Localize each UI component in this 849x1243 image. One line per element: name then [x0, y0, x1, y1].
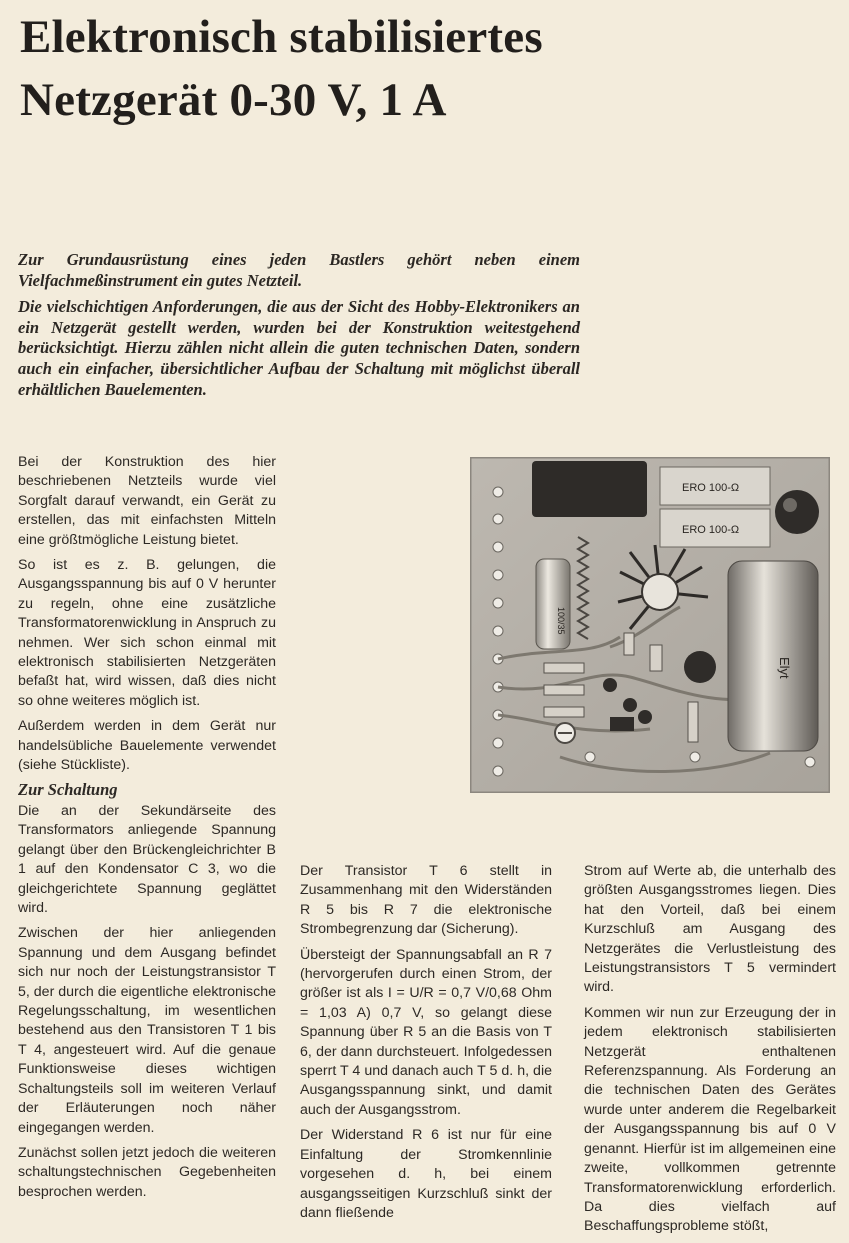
- body-column-1: [18, 453, 276, 782]
- body-paragraph: So ist es z. B. gelungen, die Ausgangsspannung bis auf 0 V herunter zu regeln, ohne eine zusätzliche Transformatorenwicklung in Anspruch zu nehmen. Wer sich schon einmal mit elektronisch stabilisierten Netzgeräten befaßt hat, wird wissen, daß dies nicht so ohne weiteres möglich ist.: [18, 557, 276, 709]
- cap-label-large: Elyt: [777, 657, 792, 679]
- body-paragraph: Zwischen der hier anliegenden Spannung und dem Ausgang befindet sich nur noch der Leistungstransistor T 5, der durch die eigentliche elektronische Regelungsschaltung, im wesentlichen bestehend aus den Transistoren T 1 bis T 4, angesteuert wird. Auf die genaue Funktionsweise dieses wichtigen Schaltungsteils soll im weiteren Verlauf der Erläuterungen noch näher eingegangen werden.: [18, 925, 276, 1136]
- resistor-label-1: ERO 100-Ω: [682, 482, 740, 494]
- intro-lead: [18, 250, 580, 406]
- cap-label-small: 100/35: [556, 607, 566, 635]
- rectifier-block: [532, 461, 647, 517]
- title-line-2: Netzgerät 0-30 V, 1 A: [20, 74, 447, 126]
- power-transistor: [642, 574, 678, 610]
- body-column-3: [584, 862, 836, 1243]
- potentiometer-knob: [775, 490, 819, 534]
- body-paragraph: Kommen wir nun zur Erzeugung der in jedem elektronisch stabilisierten Netzgerät enthaltenen Referenzspannung. Als Forderung an die technischen Daten des Gerätes wurde unter anderem die Regelbarkeit der Ausgangsspannung bis auf 0 V genannt. Hierfür ist im allgemeinen eine zweite, vollkommen getrennte Transformatorenwicklung erforderlich. Da dies vielfach auf Beschaffungsprobleme stößt,: [584, 1004, 836, 1235]
- intro-paragraph: Zur Grundausrüstung eines jeden Bastlers gehört neben einem Vielfachmeßinstrument ein gutes Netzteil.: [18, 250, 580, 290]
- body-column-2: [300, 862, 552, 1229]
- section-schaltung: [18, 780, 276, 1208]
- circuit-board-photo: [470, 457, 830, 793]
- body-paragraph: Zunächst sollen jetzt jedoch die weiteren schaltungstechnischen Gegebenheiten besprochen werden.: [18, 1144, 276, 1200]
- body-paragraph: Außerdem werden in dem Gerät nur handelsübliche Bauelemente verwendet (siehe Stückliste).: [18, 718, 276, 774]
- title-line-1: Elektronisch stabilisiertes: [20, 11, 543, 63]
- body-paragraph: Strom auf Werte ab, die unterhalb des größten Ausgangsstromes liegen. Dies hat den Vorteil, daß bei einem Kurzschluß am Ausgang des Netzgerätes die Verlustleistung des Leistungstransistors T 5 vermindert wird.: [584, 863, 836, 996]
- circuit-board-illustration: [470, 457, 830, 793]
- body-paragraph: Der Widerstand R 6 ist nur für eine Einfaltung der Stromkennlinie vorgesehen d. h, bei einem ausgangsseitigen Kurzschluß sinkt der dann fließende: [300, 1127, 552, 1221]
- resistor-label-2: ERO 100-Ω: [682, 524, 740, 536]
- body-paragraph: Bei der Konstruktion des hier beschriebenen Netzteils wurde viel Sorgfalt darauf verwandt, ein Gerät zu erstellen, das mit einfachsten Mitteln eine größtmögliche Leistung bietet.: [18, 454, 276, 548]
- article-title: [20, 6, 820, 132]
- intro-paragraph: Die vielschichtigen Anforderungen, die aus der Sicht des Hobby-Elektronikers an ein Netzgerät gestellt werden, wurden bei der Konstruktion weitestgehend berücksichtigt. Hierzu zählen nicht allein die guten technischen Daten, sondern auch ein einfacher, übersichtlicher Aufbau der Schaltung mit möglichst überall erhältlichen Bauelementen.: [18, 297, 580, 399]
- body-paragraph: Der Transistor T 6 stellt in Zusammenhang mit den Widerständen R 5 bis R 7 die elektronische Strombegrenzung dar (Sicherung).: [300, 863, 552, 938]
- body-paragraph: Die an der Sekundärseite des Transformators anliegende Spannung gelangt über den Brückengleichrichter B 1 auf den Kondensator C 3, wo die gleichgerichtete Spannung geglättet wird.: [18, 803, 276, 917]
- electrolytic-capacitor-small: [536, 559, 570, 649]
- section-heading: Zur Schaltung: [18, 780, 118, 799]
- electrolytic-capacitor-large: [728, 561, 818, 751]
- body-paragraph: Übersteigt der Spannungsabfall an R 7 (hervorgerufen durch einen Strom, der größer ist als I = U/R = 0,7 V/0,68 Ohm = 1,03 A) 0,7 V, so gelangt diese Spannung über R 5 an die Basis von T 6, der dann durchsteuert. Infolgedessen sperrt T 4 und danach auch T 5 d. h, die Ausgangsspannung sinkt, und damit auch der Ausgangsstrom.: [300, 946, 552, 1118]
